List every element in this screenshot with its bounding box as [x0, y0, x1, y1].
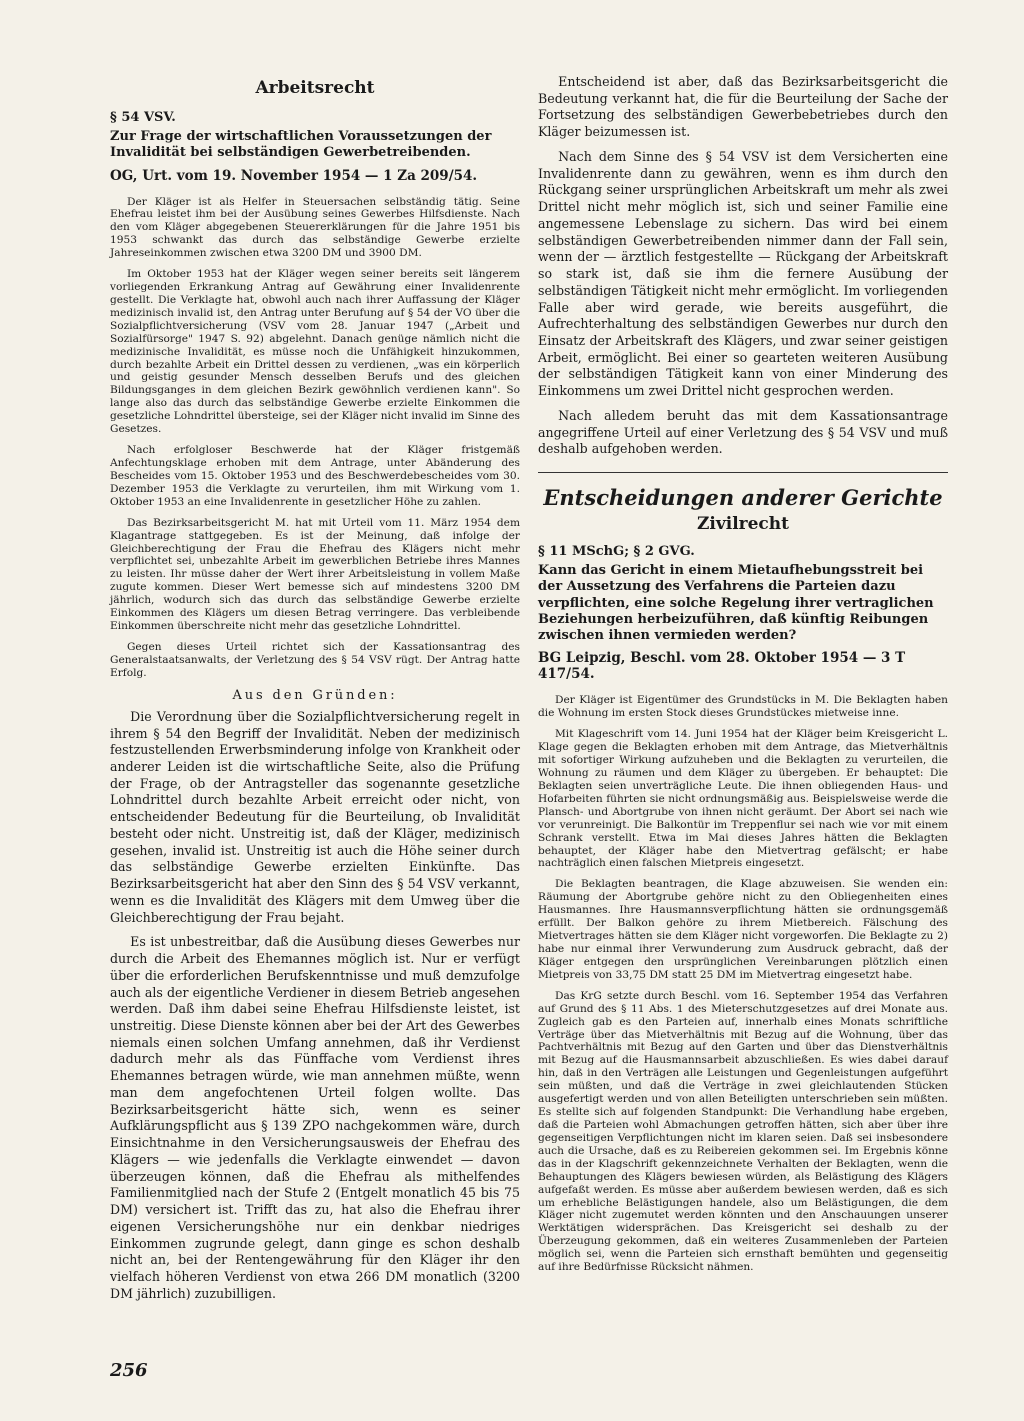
facts-paragraph: Mit Klageschrift vom 14. Juni 1954 hat der Kläger beim Kreisgericht L. Klage gegen die Beklagten erhoben mit dem Antrage, das Mietverhältnis mit sofortiger Wirkung aufzuheben und die Beklagten zu verurteilen, die Wohnung zu räumen und dem Kläger zu übergeben. Er behauptet: Die Beklagten seien unverträgliche Leute. Die ihnen obliegenden Haus- und Hofarbeiten führten sie nicht ordnungsmäßig aus. Beispielsweise werde die Plansch- und Abortgrube von ihnen nicht geräumt. Der Abort sei nach wie vor verunreinigt. Die Balkontür im Treppenflur sei nach wie vor mit einem Schrank verstellt. Etwa im Mai dieses Jahres hätten die Beklagten behauptet, der Kläger habe den Mietvertrag gefälscht; er habe nachträglich einen falschen Mietpreis eingesetzt. [538, 728, 948, 870]
section-title: Arbeitsrecht [255, 78, 375, 98]
facts-paragraph: Das Bezirksarbeitsgericht M. hat mit Urteil vom 11. März 1954 dem Klagantrage stattgegeben. Es ist der Meinung, daß infolge der Gleichberechtigung der Frau die Ehefrau des Klägers nicht mehr verpflichtet sei, unbezahlte Arbeit im gewerblichen Betriebe ihres Mannes zu leisten. Ihr müsse daher der Wert ihrer Arbeitsleistung in vollem Maße zugute kommen. Dieser Wert bemesse sich auf mindestens 3200 DM jährlich, wodurch sich das durch das selbständige Gewerbe erzielte Einkommen des Klägers um diesen Betrag verringere. Das verbleibende Einkommen überschreite nicht mehr das gesetzliche Lohndrittel. [110, 516, 520, 633]
continuation-paragraph: Nach alledem beruht das mit dem Kassationsantrage angegriffene Urteil auf einer Verletzung des § 54 VSV und muß deshalb aufgehoben werden. [538, 407, 948, 457]
left-column [110, 74, 520, 1310]
section-divider [538, 472, 948, 473]
facts-paragraph: Der Kläger ist als Helfer in Steuersachen selbständig tätig. Seine Ehefrau leistet ihm bei der Ausübung seines Gewerbes Hilfsdienste. Nach den vom Kläger abgegebenen Steuererklärungen für die Jahre 1951 bis 1953 schwankt das durch das selbständige Gewerbe erzielte Jahreseinkommen zwischen etwa 3200 DM und 3900 DM. [110, 195, 520, 260]
reasons-paragraph: Die Verordnung über die Sozialpflichtversicherung regelt in ihrem § 54 den Begriff der Invalidität. Neben der medizinisch festzustellenden Erwerbsminderung infolge von Krankheit oder anderer Leiden ist die wirtschaftliche Seite, also die Prüfung der Frage, ob der Antragsteller das sogenannte gesetzliche Lohndrittel durch bezahlte Arbeit erreicht oder nicht, von entscheidender Bedeutung für die Beurteilung, ob Invalidität besteht oder nicht. Unstreitig ist, daß der Kläger, medizinisch gesehen, invalid ist. Unstreitig ist auch die Höhe seiner durch das selbständige Gewerbe erzielten Einkünfte. Das Bezirksarbeitsgericht hat aber den Sinn des § 54 VSV verkannt, wenn es die Invalidität des Klägers mit dem Umweg über die Gleichberechtigung der Frau bejaht. [110, 708, 520, 925]
court-citation: BG Leipzig, Beschl. vom 28. Oktober 1954 — 3 T 417/54. [538, 650, 906, 683]
norm-reference: § 54 VSV. [110, 110, 176, 125]
reasons-heading: Aus den Gründen: [232, 687, 398, 703]
facts-paragraph: Gegen dieses Urteil richtet sich der Kassationsantrag des Generalstaatsanwalts, der Verletzung des § 54 VSV rügt. Der Antrag hatte Erfolg. [110, 641, 520, 679]
court-citation: OG, Urt. vom 19. November 1954 — 1 Za 209/54. [110, 167, 478, 184]
facts-paragraph: Die Beklagten beantragen, die Klage abzuweisen. Sie wenden ein: Räumung der Abortgrube gehöre nicht zu den Obliegenheiten eines Hausmannes. Ihre Hausmannsverpflichtung hätten sie ordnungsgemäß erfüllt. Der Balkon gehöre zu ihrem Mietbereich. Fälschung des Mietvertrages hätten sie dem Kläger nicht vorgeworfen. Die Beklagte zu 2) habe nur einmal ihrer Verwunderung zum Ausdruck gebracht, daß der Kläger entgegen den ursprünglichen Vereinbarungen plötzlich einen Mietpreis von 33,75 DM statt 25 DM im Mietvertrag eingesetzt habe. [538, 878, 948, 981]
right-column [538, 74, 948, 1282]
continuation-paragraph: Nach dem Sinne des § 54 VSV ist dem Versicherten eine Invalidenrente dann zu gewähren, wenn es ihm durch den Rückgang seiner ursprünglichen Arbeitskraft um mehr als zwei Drittel nicht mehr möglich ist, sich und seiner Familie eine angemessene Lebenslage zu sichern. Das wird bei einem selbständigen Gewerbetreibenden nimmer dann der Fall sein, wenn der — ärztlich festgestellte — Rückgang der Arbeitskraft so stark ist, daß sie ihm die fernere Ausübung der selbständigen Tätigkeit nicht mehr ermöglicht. Im vorliegenden Falle aber wird gerade, wie bereits ausgeführt, die Aufrechterhaltung des selbständigen Gewerbes nur durch den Einsatz der Arbeitskraft des Klägers, und zwar seiner geistigen Arbeit, ermöglicht. Bei einer so gearteten weiteren Ausübung der selbständigen Tätigkeit kann von einer Minderung des Einkommens um zwei Drittel nicht gesprochen werden. [538, 148, 948, 399]
facts-paragraph: Nach erfolgloser Beschwerde hat der Kläger fristgemäß Anfechtungsklage erhoben mit dem Antrage, unter Abänderung des Bescheides vom 15. Oktober 1953 und des Beschwerdebescheides vom 30. Dezember 1953 die Verklagte zu verurteilen, ihm mit Wirkung vom 1. Oktober 1953 an eine Invalidenrente in gesetzlicher Höhe zu zahlen. [110, 444, 520, 508]
big-section-title: Entscheidungen anderer Gerichte [543, 485, 943, 511]
reasons-paragraph: Es ist unbestreitbar, daß die Ausübung dieses Gewerbes nur durch die Arbeit des Ehemannes möglich ist. Nur er verfügt über die erforderlichen Berufskenntnisse und muß demzufolge auch als der eigentliche Verdiener in diesem Betrieb angesehen werden. Daß ihm dabei seine Ehefrau Hilfsdienste leistet, ist unstreitig. Diese Dienste können aber bei der Art des Gewerbes niemals einen solchen Umfang annehmen, daß ihr Verdienst dadurch mehr als das Fünffache vom Verdienst ihres Ehemannes betragen würde, wie man annehmen müßte, wenn man dem angefochtenen Urteil folgen wollte. Das Bezirksarbeitsgericht hätte sich, wenn es seiner Aufklärungspflicht aus § 139 ZPO nachgekommen wäre, durch Einsichtnahme in den Versicherungsausweis der Ehefrau des Klägers — wie jedenfalls die Verklagte einwendet — davon überzeugen können, daß die Ehefrau als mithelfendes Familienmitglied nach der Stufe 2 (Entgelt monatlich 45 bis 75 DM) versichert ist. Trifft das zu, hat also die Ehefrau ihrer eigenen Versicherungshöhe nur ein denkbar niedriges Einkommen zugrunde gelegt, dann ginge es schon deshalb nicht an, bei der Rentengewährung für den Kläger ihr den vielfach höheren Verdienst von etwa 266 DM monatlich (3200 DM jährlich) zuzubilligen. [110, 934, 520, 1301]
sub-section-title: Zivilrecht [697, 514, 789, 535]
facts-block [110, 196, 520, 680]
reasons-block [110, 709, 520, 1303]
page-number: 256 [110, 1360, 148, 1381]
norm-reference: § 11 MSchG; § 2 GVG. [538, 544, 695, 560]
continuation-block [538, 74, 948, 458]
continuation-paragraph: Entscheidend ist aber, daß das Bezirksarbeitsgericht die Bedeutung verkannt hat, die für die Beurteilung der Sache der Fortsetzung des selbständigen Gewerbebetriebes durch den Kläger beizumessen ist. [538, 74, 948, 140]
facts-paragraph: Im Oktober 1953 hat der Kläger wegen seiner bereits seit längerem vorliegenden Erkrankung Antrag auf Gewährung einer Invalidenrente gestellt. Die Verklagte hat, obwohl auch nach ihrer Auffassung der Kläger medizinisch invalid ist, den Antrag unter Berufung auf § 54 der VO über die Sozialpflichtversicherung (VSV vom 28. Januar 1947 („Arbeit und Sozialfürsorge" 1947 S. 92) abgelehnt. Danach genüge nämlich nicht die medizinische Invalidität, es müsse noch die Unfähigkeit hinzukommen, durch bezahlte Arbeit ein Drittel dessen zu verdienen, „was ein körperlich und geistig gesunder Mensch desselben Berufs und des gleichen Bildungsganges in dem gleichen Bezirk gewöhnlich verdienen kann". So lange also das durch das selbständige Gewerbe erzielte Einkommen die gesetzliche Lohndrittel übersteige, sei der Kläger nicht invalid im Sinne des Gesetzes. [110, 268, 520, 436]
facts-paragraph: Das KrG setzte durch Beschl. vom 16. September 1954 das Verfahren auf Grund des § 11 Abs. 1 des Mieterschutzgesetzes auf drei Monate aus. Zugleich gab es den Parteien auf, innerhalb eines Monats schriftliche Verträge über das Mietverhältnis mit Bezug auf die Wohnung, über das Pachtverhältnis mit Bezug auf den Garten und über das Dienstverhältnis mit Bezug auf die Hausmannsarbeit abzuschließen. Es wies dabei darauf hin, daß in den Verträgen alle Leistungen und Gegenleistungen aufgeführt sein müßten, und daß die Verträge in zwei gleichlautenden Stücken ausgefertigt werden und von allen Beteiligten unterschrieben sein müßten. Es stellte sich auf folgenden Standpunkt: Die Verhandlung habe ergeben, daß die Parteien wohl Abmachungen getroffen hätten, sich aber über ihre gegenseitigen Verpflichtungen nicht im klaren seien. Daß sei insbesondere auch die Ursache, daß es zu Reibereien gekommen sei. Im Ergebnis könne das in der Klagschrift gekennzeichnete Verhalten der Beklagten, wenn die Behauptungen des Klägers bewiesen würden, als Belästigung des Klägers aufgefaßt werden. Es müsse aber außerdem bewiesen werden, daß es sich um erhebliche Belästigungen handele, also um Belästigungen, die dem Kläger nicht zugemutet werden könnten und den Anschauungen unserer Werktätigen widersprächen. Das Kreisgericht sei deshalb zu der Überzeugung gekommen, daß ein weiteres Zusammenleben der Parteien möglich sei, wenn die Parteien sich ernsthaft bemühten und gegenseitig auf ihre Bedürfnisse Rücksicht nähmen. [538, 989, 948, 1274]
headnote: Zur Frage der wirtschaftlichen Voraussetzungen der Invalidität bei selbständigen Gewerbetreibenden. [110, 129, 492, 161]
headnote: Kann das Gericht in einem Mietaufhebungsstreit bei der Aussetzung des Verfahrens die Parteien dazu verpflichten, eine solche Regelung ihrer vertraglichen Beziehungen herbeizuführen, daß künftig Reibungen zwischen ihnen vermieden werden? [538, 563, 934, 644]
facts-paragraph: Der Kläger ist Eigentümer des Grundstücks in M. Die Beklagten haben die Wohnung im ersten Stock dieses Grundstückes mietweise inne. [538, 694, 948, 720]
facts-block [538, 694, 948, 1274]
